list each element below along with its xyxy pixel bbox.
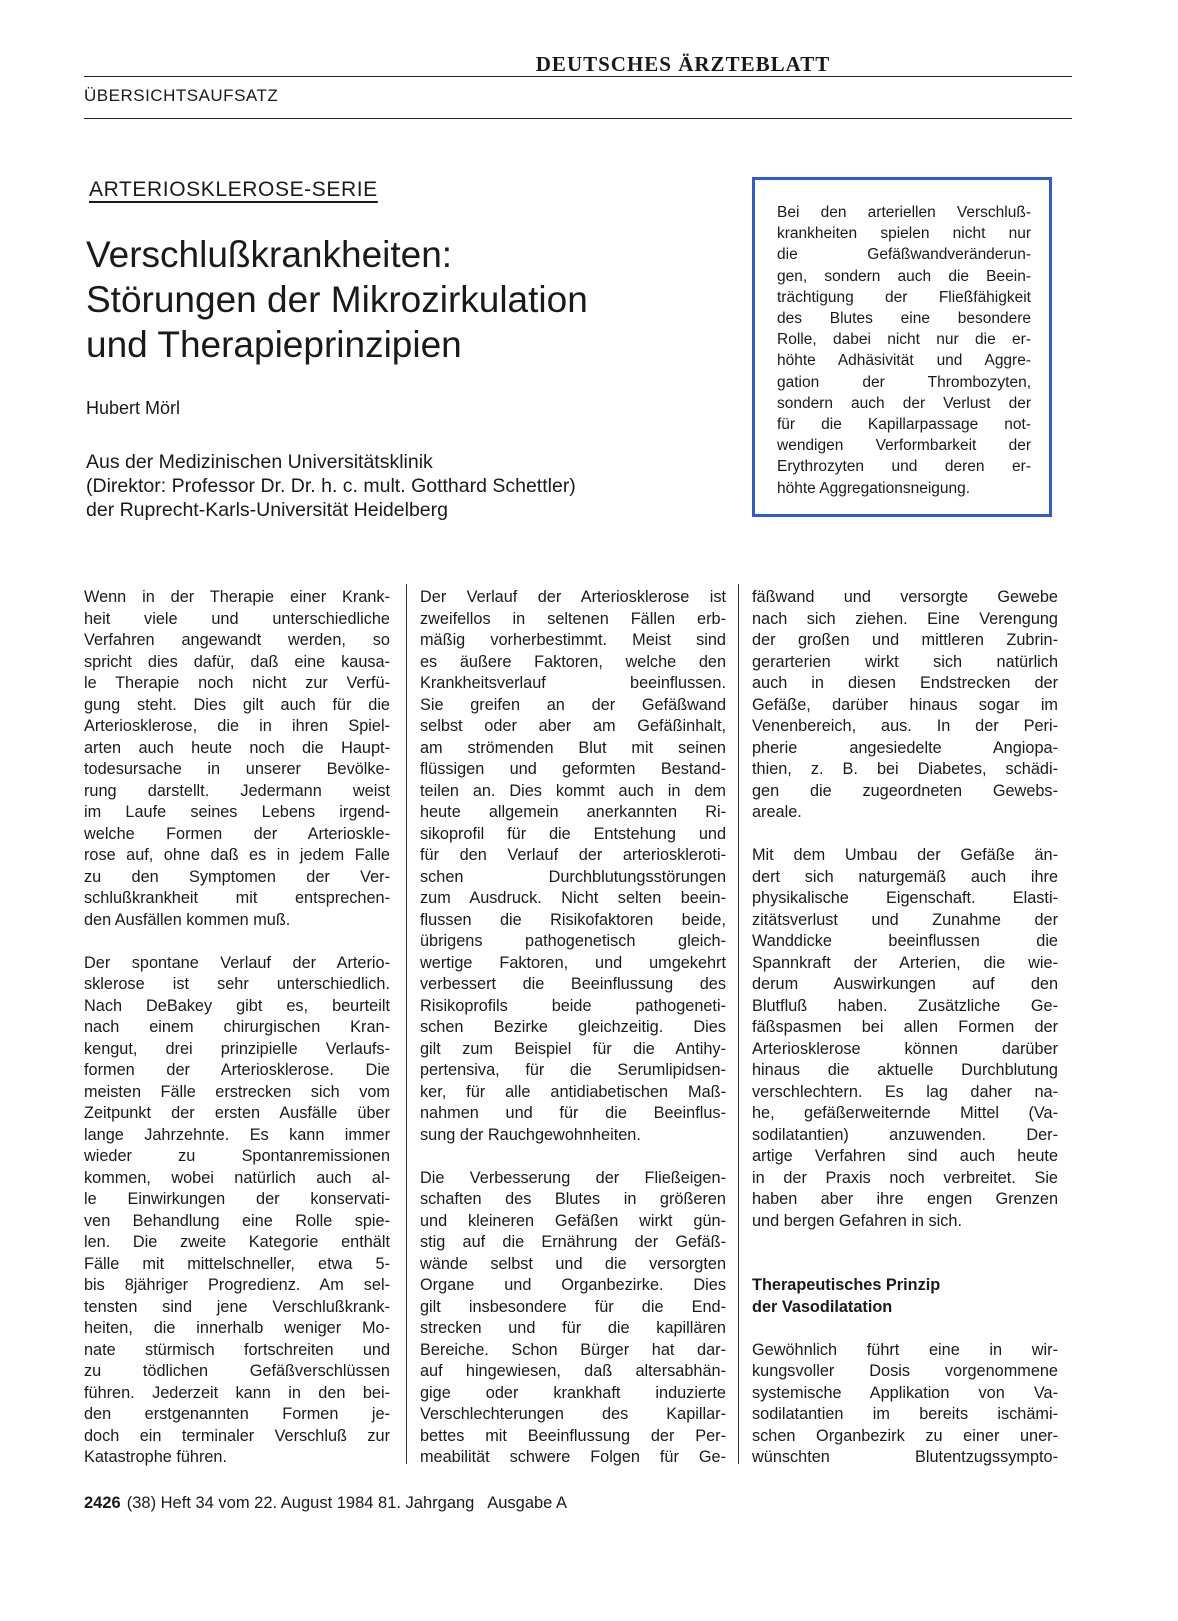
text-line: welche Formen der Arterioskle- [84, 824, 390, 843]
series-label: ARTERIOSKLEROSE-SERIE [89, 178, 378, 201]
text-line: nate stürmisch fortschreiten und [84, 1340, 390, 1359]
text-line: Katastrophe führen. [84, 1448, 228, 1466]
text-line: im Laufe seines Lebens irgend- [84, 803, 390, 821]
text-line: meisten Fälle erstrecken sich vom [84, 1082, 390, 1101]
abstract-line: wendigen Verformbarkeit der [777, 437, 1031, 455]
text-line: arten auch heute noch die Haupt- [84, 738, 390, 757]
text-line: sodilatantien im bereits ischämi- [752, 1405, 1058, 1423]
text-line: Venenbereich, aus. In der Peri- [752, 717, 1058, 735]
abstract-line: gation der Thrombozyten, [777, 373, 1031, 391]
text-line: ven Behandlung eine Rolle spie- [84, 1211, 390, 1230]
column-divider [738, 584, 739, 1464]
text-line: schen Bezirke gleichzeitig. Dies [420, 1018, 726, 1036]
text-line: bettes mit Beeinflussung der Per- [420, 1426, 726, 1445]
text-line: Spannkraft der Arterien, die wie- [752, 953, 1058, 972]
journal-title: DEUTSCHES ÄRZTEBLATT [535, 52, 831, 76]
heading-line: Therapeutisches Prinzip [752, 1276, 941, 1294]
text-line: doch ein terminaler Verschluß zur [84, 1426, 390, 1445]
text-line: Arteriosklerose können darüber [752, 1039, 1058, 1058]
abstract-line: die Gefäßwandveränderun- [777, 246, 1031, 264]
text-line: am strömenden Blut mit seinen [420, 738, 726, 757]
masthead-rule [84, 76, 1072, 77]
text-line: heute allgemein anerkannten Ri- [420, 803, 726, 821]
text-line: wertige Faktoren, und umgekehrt [420, 953, 726, 972]
text-line: Der Verlauf der Arteriosklerose ist [420, 588, 726, 606]
text-line: Gewöhnlich führt eine in wir- [752, 1340, 1058, 1359]
text-line: der großen und mittleren Zubrin- [752, 631, 1058, 649]
article-title [86, 232, 726, 367]
text-line: wände selbst und die versorgten [420, 1254, 726, 1273]
text-line: Sie greifen an der Gefäßwand [420, 695, 726, 714]
text-line: tensten sind jene Verschlußkrank- [84, 1297, 390, 1316]
text-line: todesursache in unserer Bevölke- [84, 760, 390, 778]
text-line: Arteriosklerose, die in ihren Spiel- [84, 717, 390, 735]
paragraph [84, 953, 390, 1469]
text-line: verbessert die Beeinflussung des [420, 975, 726, 993]
text-line: flüssigen und geformten Bestand- [420, 760, 726, 778]
text-line: kommen, wobei natürlich auch al- [84, 1168, 390, 1187]
text-line: artige Verfahren sind auch heute [752, 1147, 1058, 1165]
text-line: ker, für alle antidiabetischen Maß- [420, 1082, 726, 1101]
text-line: auch in diesen Endstrecken der [752, 674, 1058, 692]
text-line: wünschten Blutentzugssympto- [752, 1448, 1058, 1466]
text-line: systemische Applikation von Va- [752, 1383, 1058, 1402]
text-line: heit viele und unterschiedliche [84, 609, 390, 628]
text-line: physikalische Eigenschaft. Elasti- [752, 889, 1058, 907]
text-line: Gefäße, darüber hinaus sogar im [752, 695, 1058, 714]
column-divider [406, 584, 407, 1464]
text-line: verschlechtern. Es lag daher na- [752, 1082, 1058, 1101]
text-line: Der spontane Verlauf der Arterio- [84, 953, 390, 972]
text-line: zum Ausdruck. Nicht selten beein- [420, 889, 726, 907]
text-line: Mit dem Umbau der Gefäße än- [752, 846, 1058, 864]
affiliation [86, 450, 576, 522]
abstract-line: des Blutes eine besondere [777, 310, 1031, 328]
affiliation-line: (Direktor: Professor Dr. Dr. h. c. mult. Gotthard Schettler) [86, 475, 576, 497]
affiliation-line: der Ruprecht-Karls-Universität Heidelberg [86, 499, 448, 521]
abstract-line: Rolle, dabei nicht nur die er- [777, 331, 1031, 349]
text-line: mäßig vorherbestimmt. Meist sind [420, 631, 726, 649]
section-heading [752, 1275, 1058, 1318]
text-line: flussen die Risikofaktoren beide, [420, 910, 726, 929]
abstract-line: höhte Aggregationsneigung. [777, 479, 971, 497]
text-line: Fälle mit mittelschneller, etwa 5- [84, 1254, 390, 1273]
text-line: le Einwirkungen der konservati- [84, 1190, 390, 1208]
text-line: sodilatantien) anzuwenden. Der- [752, 1125, 1058, 1144]
text-line: Risikoprofils beide pathogeneti- [420, 996, 726, 1015]
text-line: Blutfluß haben. Zusätzliche Ge- [752, 996, 1058, 1015]
text-column-3 [752, 587, 1058, 1469]
title-line: und Therapieprinzipien [86, 324, 462, 365]
text-line: auf hingewiesen, daß altersabhän- [420, 1362, 726, 1380]
text-line: rung darstellt. Jedermann weist [84, 781, 390, 800]
text-line: führen. Jederzeit kann in den bei- [84, 1383, 390, 1402]
text-line: strecken und für die kapillären [420, 1319, 726, 1337]
text-line: Nach DeBakey gibt es, beurteilt [84, 996, 390, 1015]
text-line: Zeitpunkt der ersten Ausfälle über [84, 1104, 390, 1122]
text-line: kungsvoller Dosis vorgenommene [752, 1362, 1058, 1380]
text-line: gilt insbesondere für die End- [420, 1297, 726, 1316]
author-name: Hubert Mörl [86, 398, 181, 418]
text-line: formen der Arteriosklerose. Die [84, 1061, 390, 1079]
text-line: übrigens pathogenetisch gleich- [420, 932, 726, 950]
text-line: Die Verbesserung der Fließeigen- [420, 1168, 726, 1187]
text-line: nach einem chirurgischen Kran- [84, 1018, 390, 1036]
heading-line: der Vasodilatation [752, 1297, 893, 1316]
text-line: gung steht. Dies gilt auch für die [84, 695, 390, 714]
abstract-box [752, 177, 1052, 517]
text-line: pertensiva, für die Serumlipidsen- [420, 1061, 726, 1079]
text-line: in der Praxis noch verbreitet. Sie [752, 1168, 1058, 1187]
section-label: ÜBERSICHTSAUFSATZ [84, 86, 279, 105]
text-line: den Ausfällen kommen muß. [84, 910, 291, 929]
text-line: zweifellos in seltenen Fällen erb- [420, 609, 726, 628]
text-line: Wanddicke beeinflussen die [752, 932, 1058, 950]
text-column-2 [420, 587, 726, 1469]
title-line: Verschlußkrankheiten: [86, 234, 453, 275]
text-line: gen die zugeordneten Gewebs- [752, 781, 1058, 800]
text-line: lange Jahrzehnte. Es kann immer [84, 1125, 390, 1144]
text-line: sikoprofil für die Entstehung und [420, 824, 726, 843]
abstract-line: für die Kapillarpassage not- [777, 416, 1031, 434]
text-line: zitätsverlust und Zunahme der [752, 910, 1058, 929]
paragraph [752, 845, 1058, 1232]
abstract-line: höhte Adhäsivität und Aggre- [777, 352, 1031, 370]
abstract-line: krankheiten spielen nicht nur [777, 225, 1031, 243]
issue-info: (38) Heft 34 vom 22. August 1984 81. Jahrgang Ausgabe A [126, 1494, 568, 1512]
text-line: heiten, die innerhalb weniger Mo- [84, 1319, 390, 1337]
abstract-line: sondern auch der Verlust der [777, 394, 1031, 412]
text-column-1 [84, 587, 390, 1469]
text-line: gige oder krankhaft induzierte [420, 1383, 726, 1402]
page-number: 2426 [84, 1494, 121, 1512]
text-line: den erstgenannten Formen je- [84, 1405, 390, 1423]
text-line: kengut, drei prinzipielle Verlaufs- [84, 1039, 390, 1058]
text-line: hinaus die aktuelle Durchblutung [752, 1061, 1058, 1079]
page-footer [84, 1494, 567, 1513]
text-line: schen Organbezirk zu einer uner- [752, 1426, 1058, 1445]
text-line: gilt zum Beispiel für die Antihy- [420, 1039, 726, 1058]
paragraph [752, 587, 1058, 824]
text-line: he, gefäßerweiternde Mittel (Va- [752, 1104, 1058, 1122]
text-line: pherie angesiedelte Angiopa- [752, 738, 1058, 757]
section-rule [84, 118, 1072, 119]
text-line: Verfahren angewandt werden, so [84, 631, 390, 649]
text-line: schlußkrankheit mit entsprechen- [84, 889, 390, 907]
abstract-line: gen, sondern auch die Beein- [777, 267, 1031, 285]
text-line: Wenn in der Therapie einer Krank- [84, 588, 390, 606]
text-line: sung der Rauchgewohnheiten. [420, 1125, 641, 1144]
text-line: len. Die zweite Kategorie enthält [84, 1233, 390, 1251]
text-line: sklerose ist sehr unterschiedlich. [84, 975, 390, 993]
text-line: meabilität schwere Folgen für Ge- [420, 1448, 726, 1466]
text-line: nahmen und für die Beeinflus- [420, 1104, 726, 1122]
text-line: nach sich ziehen. Eine Verengung [752, 609, 1058, 628]
text-line: fäßspasmen bei allen Formen der [752, 1018, 1058, 1036]
text-line: Bereiche. Schon Bürger hat dar- [420, 1340, 726, 1359]
text-line: fäßwand und versorgte Gewebe [752, 588, 1058, 606]
paragraph [420, 1168, 726, 1469]
text-line: Verschlechterungen des Kapillar- [420, 1405, 726, 1423]
abstract-line: Bei den arteriellen Verschluß- [777, 204, 1031, 221]
text-line: es äußere Faktoren, welche den [420, 652, 726, 671]
text-line: selbst oder aber am Gefäßinhalt, [420, 717, 726, 735]
paragraph [752, 1340, 1058, 1469]
text-line: teilen an. Dies kommt auch in dem [420, 781, 726, 800]
text-line: und kleineren Gefäßen wirkt gün- [420, 1211, 726, 1230]
text-line: Organe und Organbezirke. Dies [420, 1276, 726, 1294]
text-line: areale. [752, 803, 802, 821]
text-line: spricht dies dafür, daß eine kausa- [84, 652, 390, 671]
affiliation-line: Aus der Medizinischen Universitätsklinik [86, 451, 433, 473]
paragraph [420, 587, 726, 1146]
text-line: haben aber ihre engen Grenzen [752, 1190, 1058, 1208]
paragraph [84, 587, 390, 931]
text-line: zu den Symptomen der Ver- [84, 867, 390, 886]
title-line: Störungen der Mikrozirkulation [86, 279, 588, 320]
text-line: thien, z. B. bei Diabetes, schädi- [752, 760, 1058, 778]
abstract-line: trächtigung der Fließfähigkeit [777, 288, 1031, 306]
text-line: Krankheitsverlauf beeinflussen. [420, 674, 726, 692]
text-line: stig auf die Ernährung der Gefäß- [420, 1233, 726, 1251]
text-line: rose auf, ohne daß es in jedem Falle [84, 846, 390, 864]
text-line: und bergen Gefahren in sich. [752, 1211, 962, 1230]
abstract-line: Erythrozyten und deren er- [777, 458, 1031, 476]
text-line: dert sich naturgemäß auch ihre [752, 867, 1058, 886]
text-line: wieder zu Spontanremissionen [84, 1147, 390, 1165]
text-line: schaften des Blutes in größeren [420, 1190, 726, 1208]
text-line: le Therapie noch nicht zur Verfü- [84, 674, 390, 692]
text-line: zu tödlichen Gefäßverschlüssen [84, 1362, 390, 1380]
text-line: gerarterien wirkt sich natürlich [752, 652, 1058, 671]
text-line: derum Auswirkungen auf den [752, 975, 1058, 993]
text-line: bis 8jähriger Progredienz. Am sel- [84, 1276, 390, 1294]
journal-masthead [84, 52, 1072, 77]
text-line: für den Verlauf der arterioskleroti- [420, 846, 726, 864]
text-line: schen Durchblutungsstörungen [420, 867, 726, 886]
